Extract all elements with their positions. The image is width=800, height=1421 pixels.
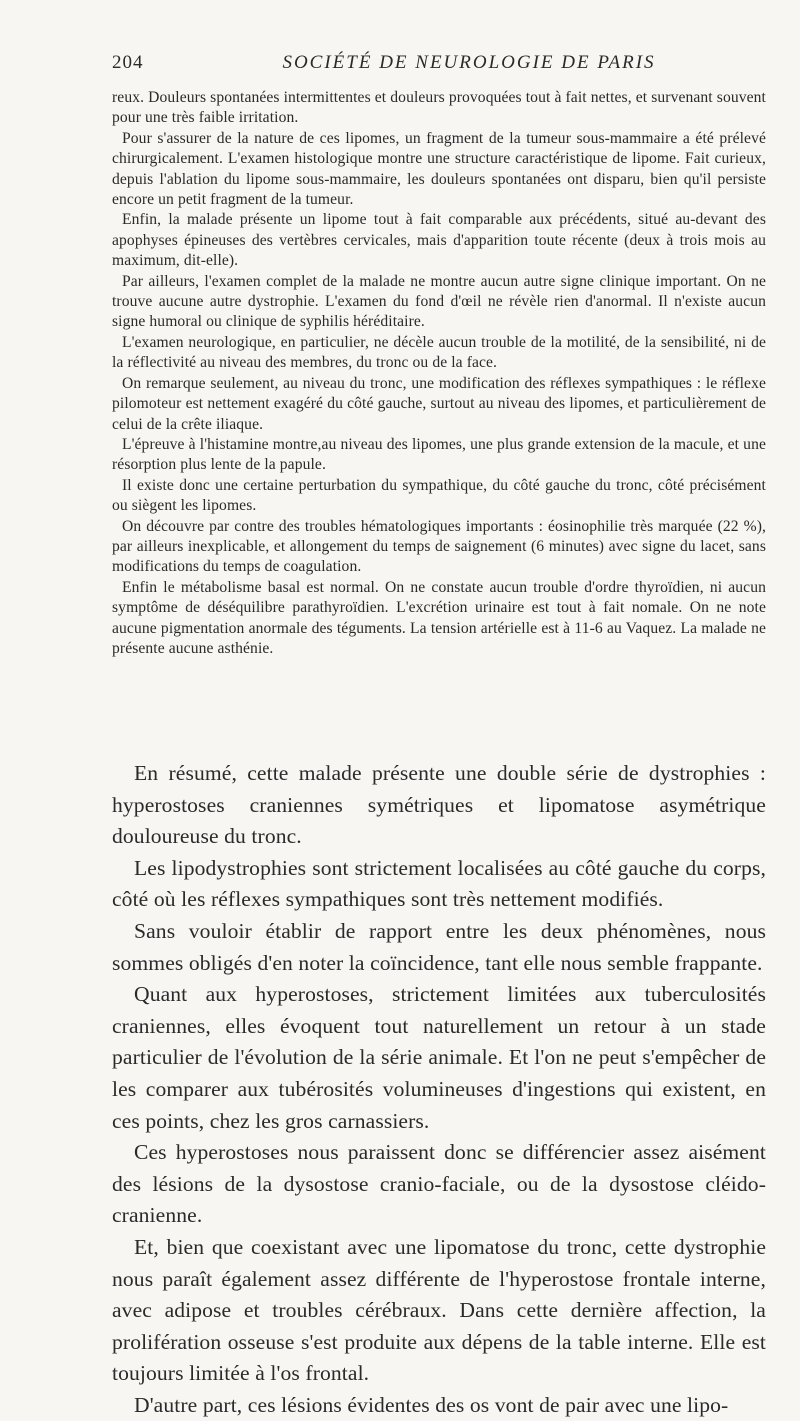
paragraph: En résumé, cette malade présente une double série de dystrophies : hyperostoses craniennes symétriques et lipomatose asymétrique douloureuse du tronc. [112, 761, 766, 849]
paragraph: Il existe donc une certaine perturbation du sympathique, du côté gauche du tronc, côté précisément ou siègent les lipomes. [112, 476, 766, 515]
main-text-section [112, 758, 766, 1421]
paragraph: On découvre par contre des troubles hématologiques importants : éosinophilie très marquée (22 %), par ailleurs inexplicable, et allongement du temps de saignement (6 minutes) avec signe du lacet, sans modifications du temps de coagulation. [112, 517, 766, 576]
page-header [112, 52, 766, 78]
paragraph: Par ailleurs, l'examen complet de la malade ne montre aucun autre signe clinique important. On ne trouve aucune autre dystrophie. L'examen du fond d'œil ne révèle rien d'anormal. Il n'existe aucun signe humoral ou clinique de syphilis héréditaire. [112, 272, 766, 331]
paragraph: L'examen neurologique, en particulier, ne décèle aucun trouble de la motilité, de la sensibilité, ni de la réflectivité au niveau des membres, du tronc ou de la face. [112, 333, 766, 372]
paragraph: Enfin, la malade présente un lipome tout à fait comparable aux précédents, situé au-devant des apophyses épineuses des vertèbres cervicales, mais d'apparition toute récente (deux à trois mois au maximum, dit-elle). [112, 211, 766, 270]
paragraph: Quant aux hyperostoses, strictement limitées aux tuberculosités craniennes, elles évoquent tout naturellement un retour à un stade particulier de l'évolution de la série animale. Et l'on ne peut s'empêcher de les comparer aux tubérosités volumineuses d'ingestions qui existent, en ces points, chez les gros carnassiers. [112, 982, 766, 1133]
paragraph: D'autre part, ces lésions évidentes des os vont de pair avec une lipo- [134, 1392, 729, 1417]
paragraph: L'épreuve à l'histamine montre,au niveau des lipomes, une plus grande extension de la macule, et une résorption plus lente de la papule. [112, 435, 766, 474]
paragraph: On remarque seulement, au niveau du tronc, une modification des réflexes sympathiques : le réflexe pilomoteur est nettement exagéré du côté gauche, surtout au niveau des lipomes, et particulièrement de celui de la crête iliaque. [112, 374, 766, 433]
running-title: SOCIÉTÉ DE NEUROLOGIE DE PARIS [282, 52, 656, 73]
paragraph: Ces hyperostoses nous paraissent donc se différencier assez aisément des lésions de la dysostose cranio-faciale, ou de la dysostose cléido-cranienne. [112, 1140, 766, 1228]
paragraph: Et, bien que coexistant avec une lipomatose du tronc, cette dystrophie nous paraît également assez différente de l'hyperostose frontale interne, avec adipose et troubles cérébraux. Dans cette dernière affection, la prolifération osseuse s'est produite aux dépens de la table interne. Elle est toujours limitée à l'os frontal. [112, 1234, 766, 1386]
small-print-section [112, 88, 766, 659]
paragraph: Pour s'assurer de la nature de ces lipomes, un fragment de la tumeur sous-mammaire a été prélevé chirurgicalement. L'examen histologique montre une structure caractéristique de lipome. Fait curieux, depuis l'ablation du lipome sous-mammaire, les douleurs spontanées ont disparu, bien qu'il persiste encore un petit fragment de la tumeur. [112, 129, 766, 209]
paragraph: Sans vouloir établir de rapport entre les deux phénomènes, nous sommes obligés d'en noter la coïncidence, tant elle nous semble frappante. [112, 918, 766, 975]
page-number: 204 [112, 52, 144, 73]
paragraph: reux. Douleurs spontanées intermittentes et douleurs provoquées tout à fait nettes, et survenant souvent pour une très faible irritation. [112, 89, 766, 127]
paragraph: Enfin le métabolisme basal est normal. On ne constate aucun trouble d'ordre thyroïdien, ni aucun symptôme de déséquilibre parathyroïdien. L'excrétion urinaire est tout à fait nomale. On ne note aucune pigmentation anormale des téguments. La tension artérielle est à 11-6 au Vaquez. La malade ne présente aucune asthénie. [112, 578, 766, 657]
paragraph: Les lipodystrophies sont strictement localisées au côté gauche du corps, côté où les réflexes sympathiques sont très nettement modifiés. [112, 855, 766, 912]
